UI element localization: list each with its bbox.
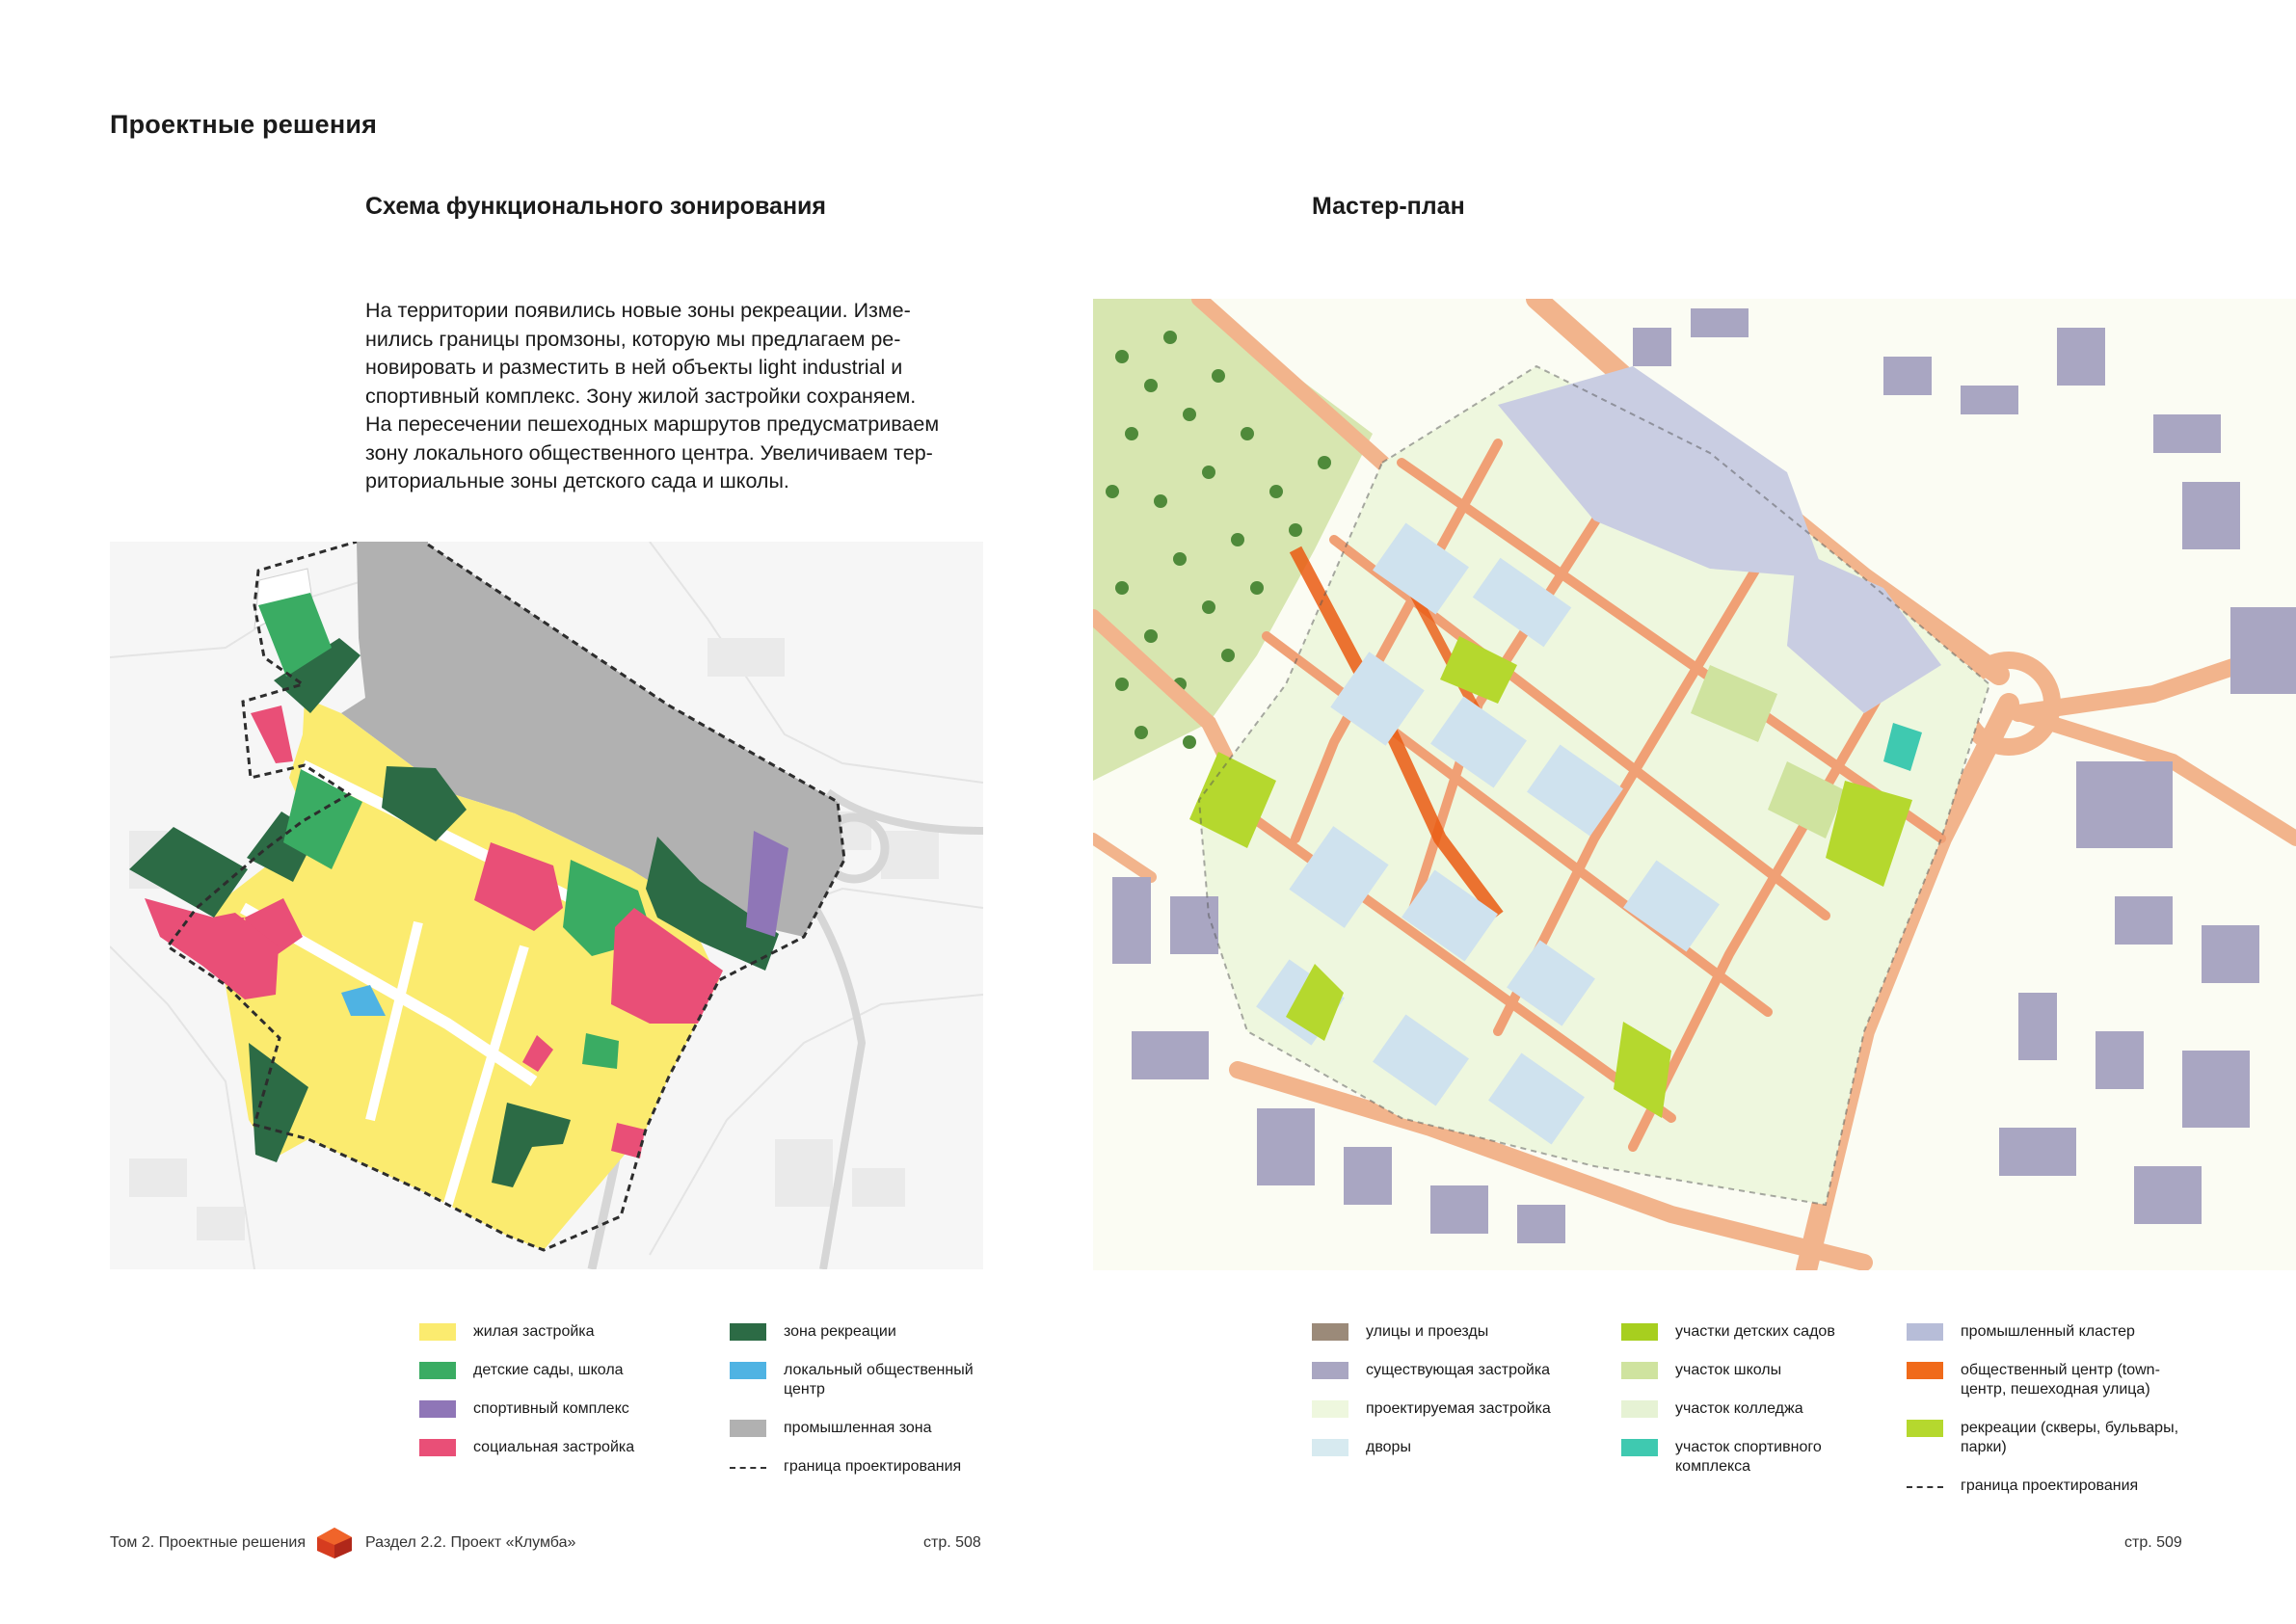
legend-item-public-center: общественный центр (town- центр, пешеходная улица) [1907,1361,2160,1399]
legend-item-recreation: зона рекреации [730,1322,896,1342]
legend-swatch [1312,1400,1348,1418]
legend-swatch [1907,1420,1943,1437]
legend-swatch [730,1323,766,1341]
legend-swatch [1621,1439,1658,1456]
legend-item-school-plot: участок школы [1621,1361,1781,1380]
legend-swatch-dashed [1907,1486,1943,1488]
legend-swatch [1312,1362,1348,1379]
legend-swatch [419,1439,456,1456]
legend-item-courtyards: дворы [1312,1438,1411,1457]
legend-item-sports: спортивный комплекс [419,1399,629,1419]
master-plan-title: Мастер-план [1312,193,1465,220]
legend-item-streets: улицы и проезды [1312,1322,1488,1342]
legend-swatch [1907,1362,1943,1379]
flower-logo-icon [315,1526,354,1560]
legend-item-recreation: рекреации (скверы, бульвары, парки) [1907,1419,2178,1457]
footer-volume: Том 2. Проектные решения [110,1534,307,1551]
intro-paragraph: На территории появились новые зоны рекреации. Изме- нились границы промзоны, которую мы предлагаем ре- новировать и разместить в ней объекты light industrial и спортивный комплекс. Зону жилой застройки сохраняем. На пересечении пешеходных маршрутов предусматриваем зону локального общественного центра. Увеличиваем тер- риториальные зоны детского сада и школы. [365,299,940,493]
footer-page-right: стр. 509 [2124,1534,2182,1551]
master-plan-map [1093,299,2296,1270]
legend-item-boundary: граница проектирования [730,1457,961,1477]
legend-swatch [1621,1323,1658,1341]
legend-item-kindergartens: детские сады, школа [419,1361,624,1380]
legend-item-public-center: локальный общественный центр [730,1361,974,1399]
legend-item-projected-buildings: проектируемая застройка [1312,1399,1551,1419]
legend-swatch [419,1400,456,1418]
legend-swatch [1312,1439,1348,1456]
zoning-map [110,542,983,1269]
legend-item-college-plot: участок колледжа [1621,1399,1803,1419]
section-title: Проектные решения [110,110,378,139]
legend-swatch [1621,1400,1658,1418]
legend-swatch [419,1362,456,1379]
legend-swatch [1907,1323,1943,1341]
legend-item-existing-buildings: существующая застройка [1312,1361,1550,1380]
legend-swatch [730,1420,766,1437]
footer-section: Раздел 2.2. Проект «Клумба» [365,1534,576,1551]
legend-item-social: социальная застройка [419,1438,634,1457]
legend-item-industrial: промышленная зона [730,1419,932,1438]
legend-item-sports-plot: участок спортивного комплекса [1621,1438,1822,1477]
legend-item-kindergarten-plots: участки детских садов [1621,1322,1835,1342]
legend-swatch [1312,1323,1348,1341]
legend-swatch [730,1362,766,1379]
legend-item-industrial-cluster: промышленный кластер [1907,1322,2135,1342]
legend-item-boundary: граница проектирования [1907,1477,2138,1496]
legend-item-residential: жилая застройка [419,1322,595,1342]
zoning-scheme-title: Схема функционального зонирования [365,193,827,220]
legend-swatch-dashed [730,1467,766,1469]
legend-swatch [419,1323,456,1341]
footer-page-left: стр. 508 [923,1534,981,1551]
legend-swatch [1621,1362,1658,1379]
